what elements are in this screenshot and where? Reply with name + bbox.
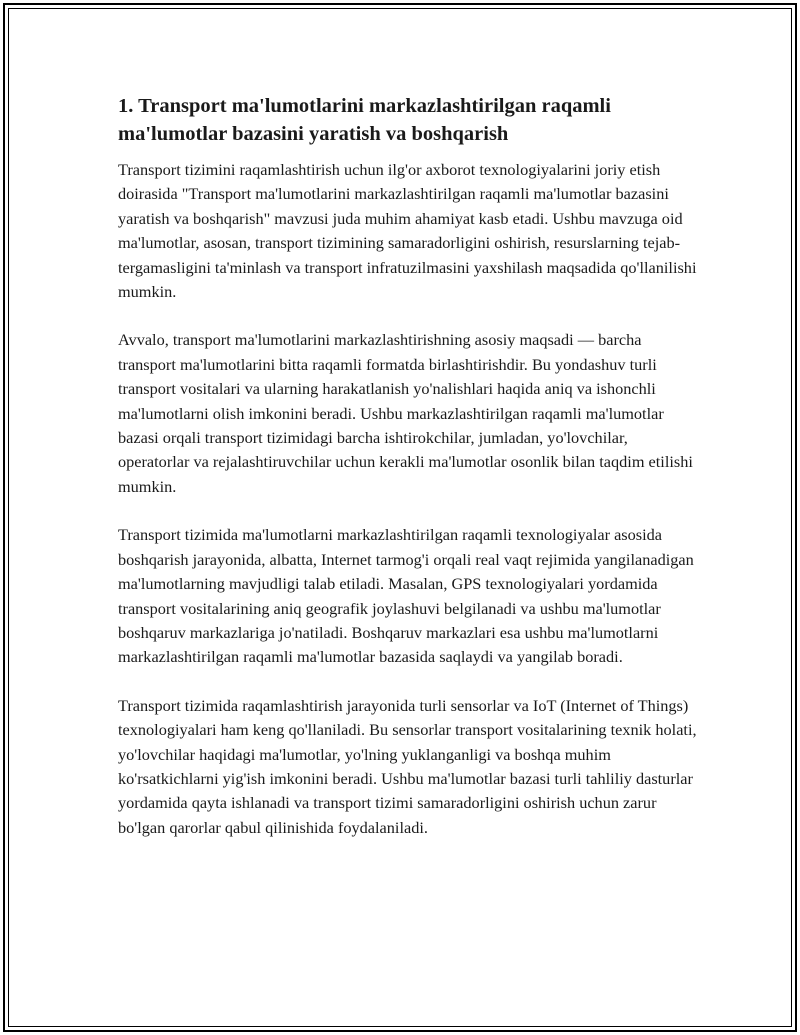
paragraph-4: Transport tizimida raqamlashtirish jarayonida turli sensorlar va IoT (Internet of Things) texnologiyalari ham keng qo'llaniladi. Bu sensorlar transport vositalarining texnik holati, yo'lovchilar haqidagi ma'lumotlar, yo'lning yuklanganligi va boshqa muhim ko'rsatkichlarni yig'ish imkonini beradi. Ushbu ma'lumotlar bazasi turli tahliliy dasturlar yordamida qayta ishlanadi va transport tizimi samaradorligini oshirish uchun zarur bo'lgan qarorlar qabul qilinishida foydalaniladi. xyxy=(118,695,697,837)
paragraph-3: Transport tizimida ma'lumotlarni markazlashtirilgan raqamli texnologiyalar asosida boshqarish jarayonida, albatta, Internet tarmog'i orqali real vaqt rejimida yangilanadigan ma'lumotlarning mavjudligi talab etiladi. Masalan, GPS texnologiyalari yordamida transport vositalarining aniq geografik joylashuvi belgilanadi va ushbu ma'lumotlar boshqaruv markazlariga jo'natiladi. Boshqaruv markazlari esa ushbu ma'lumotlarni markazlashtirilgan raqamli ma'lumotlar bazasida saqlaydi va yangilab boradi. xyxy=(118,525,694,667)
section-heading: 1. Transport ma'lumotlarini markazlashtirilgan raqamli ma'lumotlar bazasini yaratish va boshqarish xyxy=(118,95,611,145)
paragraph-1: Transport tizimini raqamlashtirish uchun ilg'or axborot texnologiyalarini joriy etish doirasida "Transport ma'lumotlarini markazlashtirilgan raqamli ma'lumotlar bazasini yaratish va boshqarish" mavzusi juda muhim ahamiyat kasb etadi. Ushbu mavzuga oid ma'lumotlar, asosan, transport tizimining samaradorligini oshirish, resurslarning tejab-tergamasligini ta'minlash va transport infratuzilmasini yaxshilash maqsadida qo'llanilishi mumkin. xyxy=(118,160,697,302)
paragraph-2: Avvalo, transport ma'lumotlarini markazlashtirishning asosiy maqsadi — barcha transport ma'lumotlarini bitta raqamli formatda birlashtirishdir. Bu yondashuv turli transport vositalari va ularning harakatlanish yo'nalishlari haqida aniq va ishonchli ma'lumotlarni olish imkonini beradi. Ushbu markazlashtirilgan raqamli ma'lumotlar bazasi orqali transport tizimidagi barcha ishtirokchilar, jumladan, yo'lovchilar, operatorlar va rejalashtiruvchilar uchun kerakli ma'lumotlar osonlik bilan taqdim etilishi mumkin. xyxy=(118,330,693,496)
document-body xyxy=(118,92,698,864)
